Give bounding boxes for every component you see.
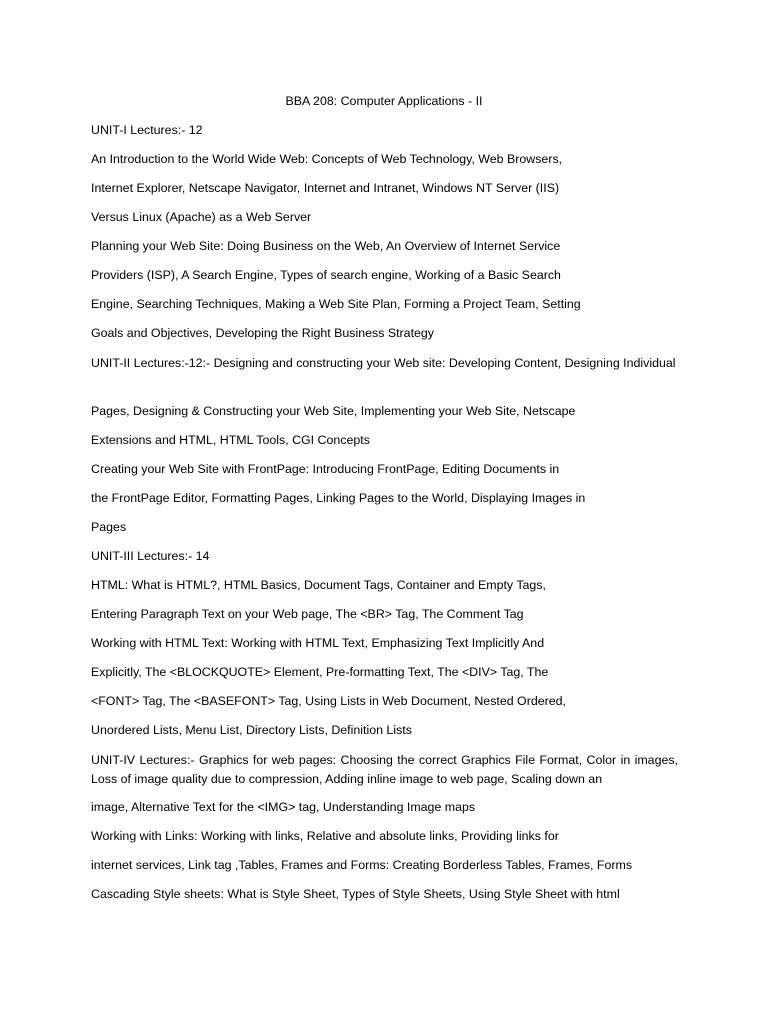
unit-1-heading: UNIT-I Lectures:- 12 xyxy=(91,123,203,137)
text-line: Unordered Lists, Menu List, Directory Lists, Definition Lists xyxy=(91,723,412,737)
text-line: Entering Paragraph Text on your Web page, The <BR> Tag, The Comment Tag xyxy=(91,607,524,621)
text-line: Explicitly, The <BLOCKQUOTE> Element, Pre-formatting Text, The <DIV> Tag, The xyxy=(91,665,549,679)
unit-3-heading: UNIT-III Lectures:- 14 xyxy=(91,549,210,563)
text-line: the FrontPage Editor, Formatting Pages, Linking Pages to the World, Displaying Images in xyxy=(91,491,586,505)
text-line: Cascading Style sheets: What is Style Sheet, Types of Style Sheets, Using Style Sheet with html xyxy=(91,887,620,901)
text-line: <FONT> Tag, The <BASEFONT> Tag, Using Lists in Web Document, Nested Ordered, xyxy=(91,694,566,708)
text-line: Pages xyxy=(91,520,127,534)
text-line: Extensions and HTML, HTML Tools, CGI Concepts xyxy=(91,433,370,447)
text-line: Working with HTML Text: Working with HTML Text, Emphasizing Text Implicitly And xyxy=(91,636,545,650)
text-line: Planning your Web Site: Doing Business on the Web, An Overview of Internet Service xyxy=(91,239,561,253)
text-line: internet services, Link tag ,Tables, Frames and Forms: Creating Borderless Tables, Frames, Forms xyxy=(91,858,633,872)
text-line: Versus Linux (Apache) as a Web Server xyxy=(91,210,312,224)
text-line: Goals and Objectives, Developing the Right Business Strategy xyxy=(91,326,434,340)
unit-4-paragraph: UNIT-IV Lectures:- Graphics for web pages: Choosing the correct Graphics File Format, Color in images, Loss of image quality due to compression, Adding inline image to web page, Scaling down an xyxy=(91,753,678,786)
text-line: Pages, Designing & Constructing your Web Site, Implementing your Web Site, Netscape xyxy=(91,404,576,418)
text-line: Working with Links: Working with links, Relative and absolute links, Providing links for xyxy=(91,829,559,843)
text-line: An Introduction to the World Wide Web: Concepts of Web Technology, Web Browsers, xyxy=(91,152,563,166)
text-line: Creating your Web Site with FrontPage: Introducing FrontPage, Editing Documents in xyxy=(91,462,560,476)
text-line: image, Alternative Text for the <IMG> tag, Understanding Image maps xyxy=(91,800,476,814)
text-line: Engine, Searching Techniques, Making a Web Site Plan, Forming a Project Team, Setting xyxy=(91,297,581,311)
text-line: Providers (ISP), A Search Engine, Types of search engine, Working of a Basic Search xyxy=(91,268,561,282)
document-title: BBA 208: Computer Applications - II xyxy=(285,94,483,108)
text-line: HTML: What is HTML?, HTML Basics, Document Tags, Container and Empty Tags, xyxy=(91,578,546,592)
text-line: Internet Explorer, Netscape Navigator, Internet and Intranet, Windows NT Server (IIS) xyxy=(91,181,560,195)
unit-2-paragraph: UNIT-II Lectures:-12:- Designing and constructing your Web site: Developing Content, Designing Individual xyxy=(91,356,676,370)
